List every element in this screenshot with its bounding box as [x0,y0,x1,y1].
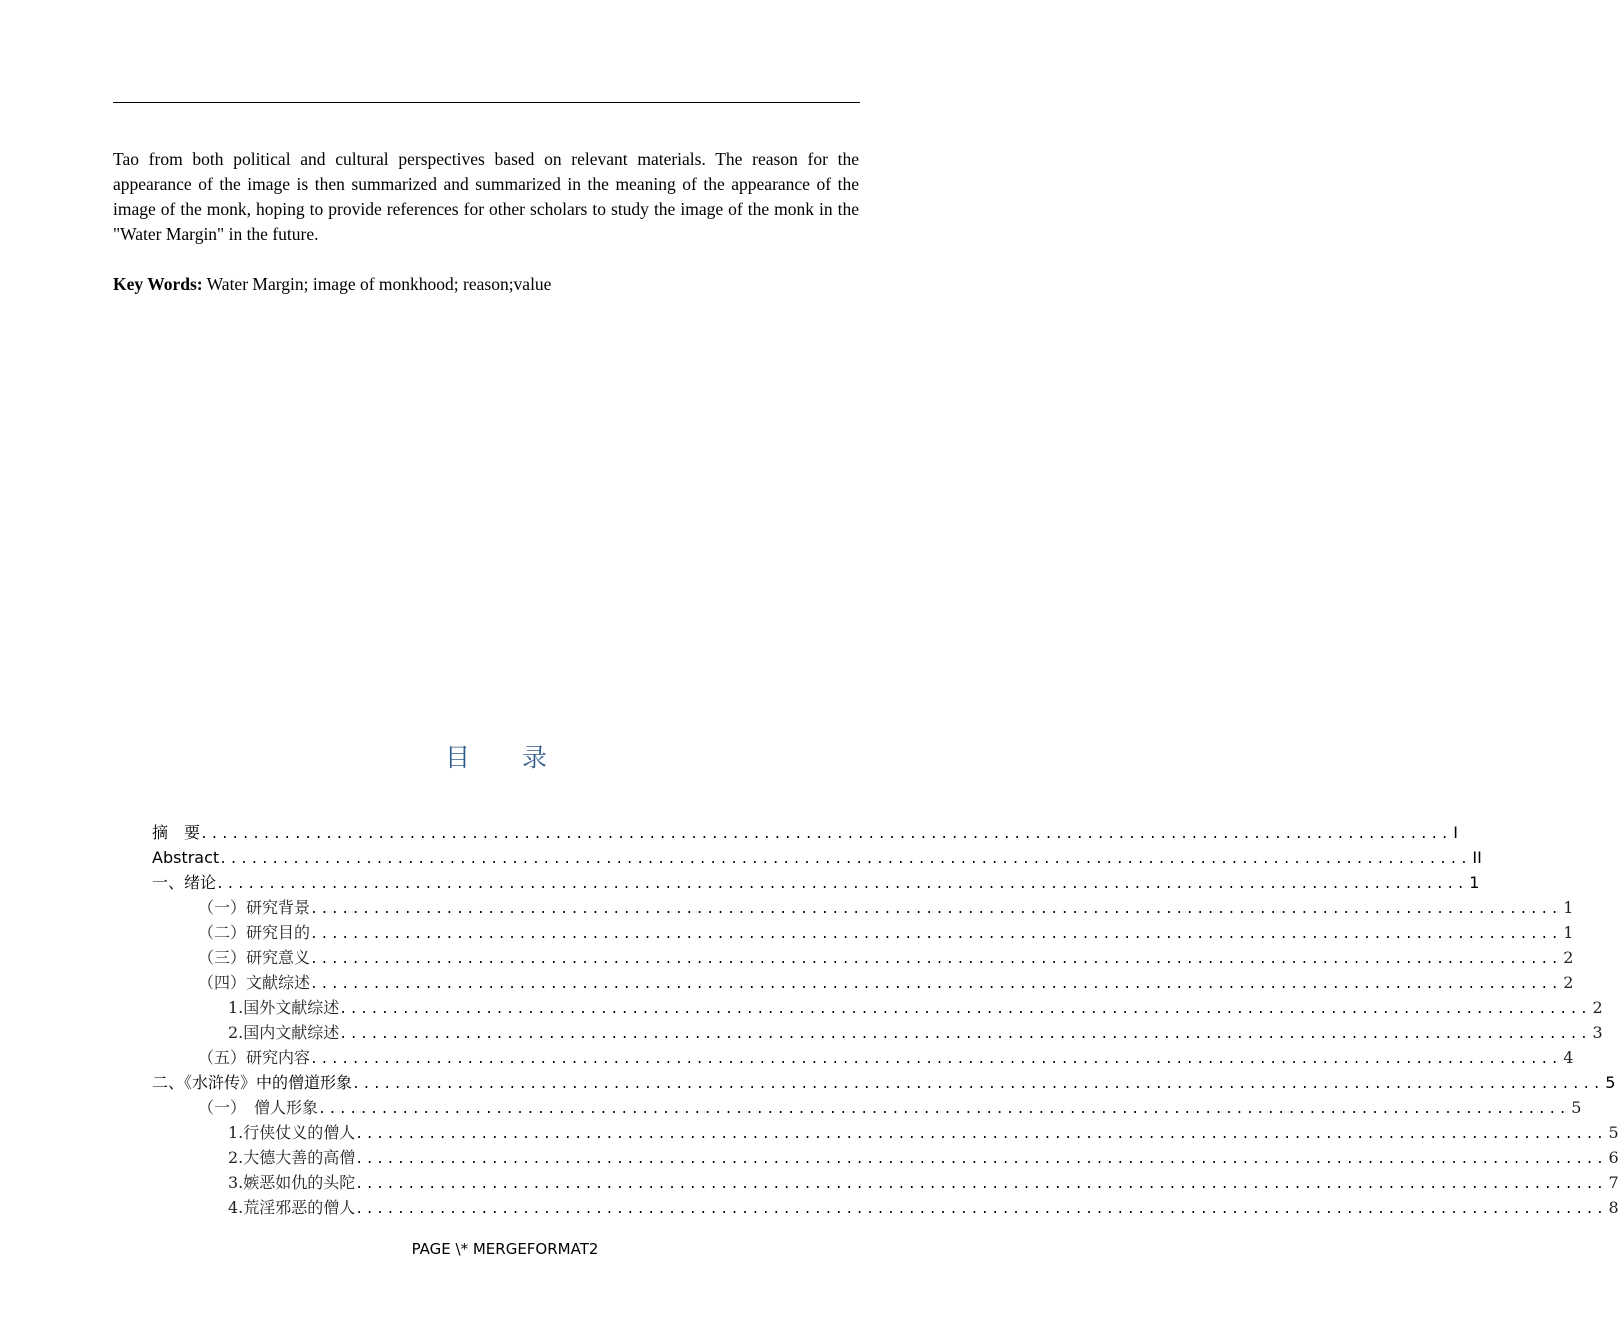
toc-entry-label: （四）文献综述 [198,973,311,992]
toc-entry-label: 1.国外文献综述 [228,998,340,1017]
toc-entry[interactable] [152,970,1574,995]
toc-entry-label: （一） 僧人形象 [198,1098,319,1117]
toc-entry-page: 5 [1608,1123,1619,1142]
toc-dot-leader: ........................................................................................................................ [310,1052,1562,1067]
page-footer: PAGE \* MERGEFORMAT2 [411,1240,599,1258]
toc-entry-label: 一、绪论 [152,873,217,892]
toc-entry[interactable] [152,1145,1619,1170]
abstract-paragraph: Tao from both political and cultural perspectives based on relevant materials. The reason for the appearance of the image is then summarized and summarized in the meaning of the appearance of the image of the monk, hoping to provide references for other scholars to study the image of the monk in the "Water Margin" in the future. [113,149,859,244]
toc-entry-label: （三）研究意义 [198,948,311,967]
toc-dot-leader: ........................................................................................................................ [310,952,1562,967]
toc-entry-page: 4 [1563,1048,1574,1067]
toc-entry[interactable] [152,995,1603,1020]
toc-entry-page: I [1453,823,1458,842]
toc-dot-leader: ........................................................................................................................ [310,977,1562,992]
toc-entry-label: （五）研究内容 [198,1048,311,1067]
toc-dot-leader: ........................................................................................................................ [355,1152,1607,1167]
toc-dot-leader: ........................................................................................................................ [216,877,1468,892]
toc-dot-leader: ........................................................................................................................ [355,1127,1607,1142]
toc-entry[interactable] [152,870,1480,895]
toc-entry[interactable] [152,1070,1616,1095]
toc-dot-leader: ........................................................................................................................ [310,927,1562,942]
toc-entry-label: 摘 要 [152,823,201,842]
toc-entry[interactable] [152,1020,1603,1045]
toc-entry[interactable] [152,945,1574,970]
toc-dot-leader: ........................................................................................................................ [200,827,1452,842]
toc-dot-leader: ........................................................................................................................ [355,1202,1607,1217]
toc-entry[interactable] [152,820,1458,845]
toc-dot-leader: ........................................................................................................................ [219,852,1471,867]
toc-entry[interactable] [152,1095,1582,1120]
toc-entry-label: （一）研究背景 [198,898,311,917]
toc-entry-page: 3 [1592,1023,1603,1042]
toc-entry[interactable] [152,920,1574,945]
toc-entry-page: 1 [1469,873,1480,892]
toc-entry-page: 5 [1605,1073,1616,1092]
toc-entry-label: Abstract [152,848,220,867]
toc-title: 目 录 [445,743,569,772]
header-rule [113,102,860,103]
toc-entry[interactable] [152,895,1574,920]
toc-entry-label: （二）研究目的 [198,923,311,942]
toc-entry-label: 2.大德大善的高僧 [228,1148,356,1167]
keywords-label: Key Words: [113,274,203,294]
toc-entry[interactable] [152,1120,1619,1145]
table-of-contents [152,820,1619,1220]
toc-dot-leader: ........................................................................................................................ [339,1002,1591,1017]
toc-dot-leader: ........................................................................................................................ [355,1177,1607,1192]
toc-entry-label: 3.嫉恶如仇的头陀 [228,1173,356,1192]
toc-entry-page: 2 [1563,973,1574,992]
keywords-line [113,272,859,297]
toc-dot-leader: ........................................................................................................................ [339,1027,1591,1042]
toc-entry-label: 4.荒淫邪恶的僧人 [228,1198,356,1217]
toc-entry-page: 7 [1608,1173,1619,1192]
toc-entry-label: 二、《水浒传》中的僧道形象 [152,1073,353,1092]
toc-dot-leader: ........................................................................................................................ [310,902,1562,917]
toc-entry-page: 8 [1608,1198,1619,1217]
toc-entry[interactable] [152,1170,1619,1195]
toc-dot-leader: ........................................................................................................................ [352,1077,1604,1092]
toc-entry-page: II [1472,848,1482,867]
toc-entry-page: 6 [1608,1148,1619,1167]
toc-entry-label: 1.行侠仗义的僧人 [228,1123,356,1142]
toc-entry-page: 1 [1563,923,1574,942]
toc-entry-page: 1 [1563,898,1574,917]
toc-entry-label: 2.国内文献综述 [228,1023,340,1042]
toc-entry-page: 2 [1592,998,1603,1017]
toc-entry-page: 5 [1571,1098,1582,1117]
toc-entry-page: 2 [1563,948,1574,967]
toc-dot-leader: ........................................................................................................................ [318,1102,1570,1117]
toc-entry[interactable] [152,1045,1574,1070]
toc-entry[interactable] [152,1195,1619,1220]
keywords-text: Water Margin; image of monkhood; reason;value [202,274,552,294]
toc-entry[interactable] [152,845,1482,870]
